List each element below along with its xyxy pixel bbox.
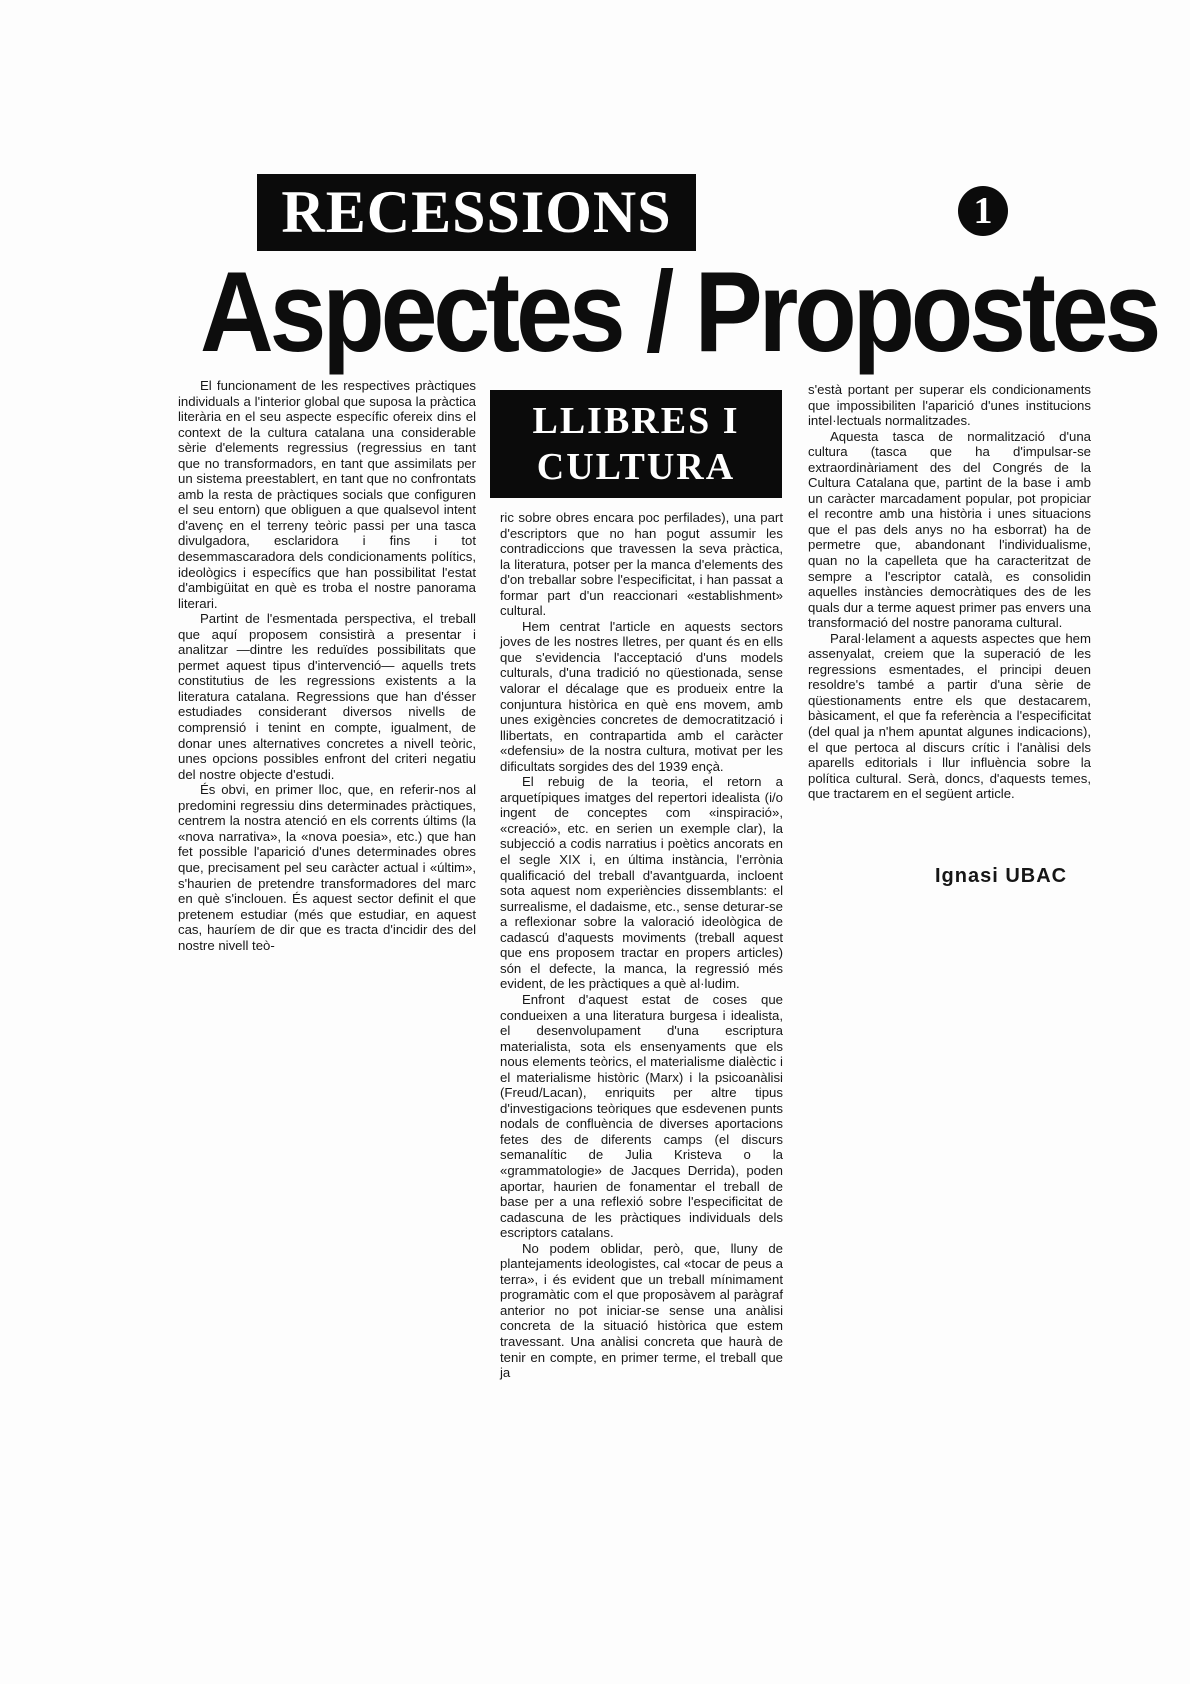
paragraph: s'està portant per superar els condicionaments que impossibiliten l'aparició d'unes institucions intel·lectuals normalitzades. [808,382,1091,429]
article-column-2 [500,510,783,1381]
paragraph: Paral·lelament a aquests aspectes que hem assenyalat, creiem que la superació de les regressions esmentades, el principi deuen resoldre's també a partir d'una sèrie de qüestionaments entre els que destacarem, bàsicament, el que fa referència a l'especificitat (del qual ja n'hem apuntat algunes indicacions), el que pertoca al discurs crític i l'anàlisi dels aparells editorials i llur influència sobre la política cultural. Serà, doncs, d'aquests temes, que tractarem en el següent article. [808,630,1091,802]
paragraph: El funcionament de les respectives pràctiques individuals a l'interior global que suposa la pràctica literària en el seu aspecte específic ofereix dins el context de la cultura catalana una considerable sèrie d'elements regressius (regressius en tant que no transformadors, en tant que assimilats per un sistema preestablert, en tant que no confrontats amb la resta de pràctiques socials que configuren el seu entorn) que obliguen a que qualsevol intent d'avenç en el terreny teòric passi per una tasca divulgadora, esclaridora i fins i tot desemmascaradora dels condicionaments polítics, ideològics i específics que han possibilitat l'estat d'ambigüitat en què es troba el nostre panorama literari. [178,378,476,611]
section-title-box [490,390,782,498]
paragraph: No podem oblidar, però, que, lluny de plantejaments ideologistes, cal «tocar de peus a terra», i és evident que un treball mínimament programàtic com el que proposàvem al paràgraf anterior no pot iniciar-se sense una anàlisi concreta de la situació històrica que estem travessant. Una anàlisi concreta que haurà de tenir en compte, en primer terme, el treball que ja [500,1240,783,1381]
paragraph: El rebuig de la teoria, el retorn a arquetípiques imatges del repertori idealista (i/o ingent de conceptes com «inspiració», «creació», etc. en serien un exemple clar), la subjecció a codis narratius i poètics ancorats en el segle XIX i, en última instància, l'errònia qualificació del treball d'avantguarda, incloent sota aquest nom experiències dissemblants: el surrealisme, el dadaisme, etc., sense deturar-se a reflexionar sobre la valoració ideològica de cadascú d'aquests moviments (treball aquest que ens proposem tractar en propers articles) són el defecte, la manca, la regressió més evident, de les pràctiques a què al·ludim. [500,774,783,992]
paragraph: Aquesta tasca de normalització d'una cultura (tasca que ha d'impulsar-se extraordinàriament des del Congrés de la Cultura Catalana que, partint de la base i amb un caràcter marcadament popular, pot propiciar el recontre amb una història i unes situacions que el pas dels anys no ha esborrat) ha de permetre que, abandonant l'individualisme, quan no la capelleta que ha caracteritzat de sempre a l'escriptor català, es consolidin aquelles instàncies democràtiques des de les quals dur a terme aquest primer pas envers una transformació del nostre panorama cultural. [808,428,1091,631]
article-column-3 [808,382,1091,802]
article-column-1 [178,378,476,953]
paragraph: Hem centrat l'article en aquests sectors joves de les nostres lletres, per quant és en ells que s'evidencia l'acceptació d'uns models culturals, d'una tradició no qüestionada, sense valorar el décalage que es produeix entre la conjuntura històrica en què ens movem, amb unes exigències concretes de democratització i llibertats, en contrapartida amb el caràcter «defensiu» de la nostra cultura, motivat per les dificultats sorgides des del 1939 ençà. [500,618,783,774]
paragraph: És obvi, en primer lloc, que, en referir-nos al predomini regressiu dins determinades pràctiques, centrem la nostra atenció en els corrents últims (la «nova narrativa», la «nova poesia», etc.) que han fet possible l'aparició d'unes determinades obres que, precisament pel seu caràcter actual i «últim», s'haurien de pretendre transformadores del marc en què s'inclouen. És aquest sector definit el que pretenem estudiar (més que estudiar, en aquest cas, hauríem de dir que es tracta d'incidir des del nostre nivell teò- [178,782,476,953]
section-title-line-2: CULTURA [536,446,736,488]
paragraph: Enfront d'aquest estat de coses que condueixen a una literatura burgesa i idealista, el desenvolupament d'una escriptura materialista, sota els ensenyaments que els nous elements teòrics, el materialisme dialèctic i el materialisme històric (Marx) i la psicoanàlisi (Freud/Lacan), enriquits per altre tipus d'investigacions teòriques que esdevenen punts nodals de confluència de diverses aportacions fetes des de diferents camps (el discurs semanalític de Julia Kristeva o la «grammatologie» de Jacques Derrida), poden aportar, haurien de fonamentar el treball de base per a una reflexió sobre l'especificitat de cadascuna de les pràctiques individuals dels escriptors catalans. [500,991,783,1241]
recessions-banner: RECESSIONS [257,174,696,251]
headline: Aspectes / Propostes [200,247,1158,376]
author-signature: Ignasi UBAC [935,865,1068,887]
section-title-line-1: LLIBRES I [532,400,740,442]
paragraph: ric sobre obres encara poc perfilades), una part d'escriptors que no han pogut assumir les contradiccions que travessen la seva pràctica, la literatura, potser per la manca d'elements des d'on treballar sobre l'especificitat, i han passat a formar part d'un reaccionari «establishment» cultural. [500,510,783,619]
paragraph: Partint de l'esmentada perspectiva, el treball que aquí proposem consistirà a presentar i analitzar —dintre les reduïdes possibilitats que permet aquest tipus d'intervenció— aquells trets constitutius de les regressions existents a la literatura catalana. Regressions que han d'ésser estudiades considerant diversos nivells de comprensió i tenint en compte, igualment, de donar unes alternatives concretes a nivell teòric, unes opcions possibles enfront del criteri negatiu del nostre objecte d'estudi. [178,611,476,782]
issue-number-badge: 1 [958,186,1008,236]
